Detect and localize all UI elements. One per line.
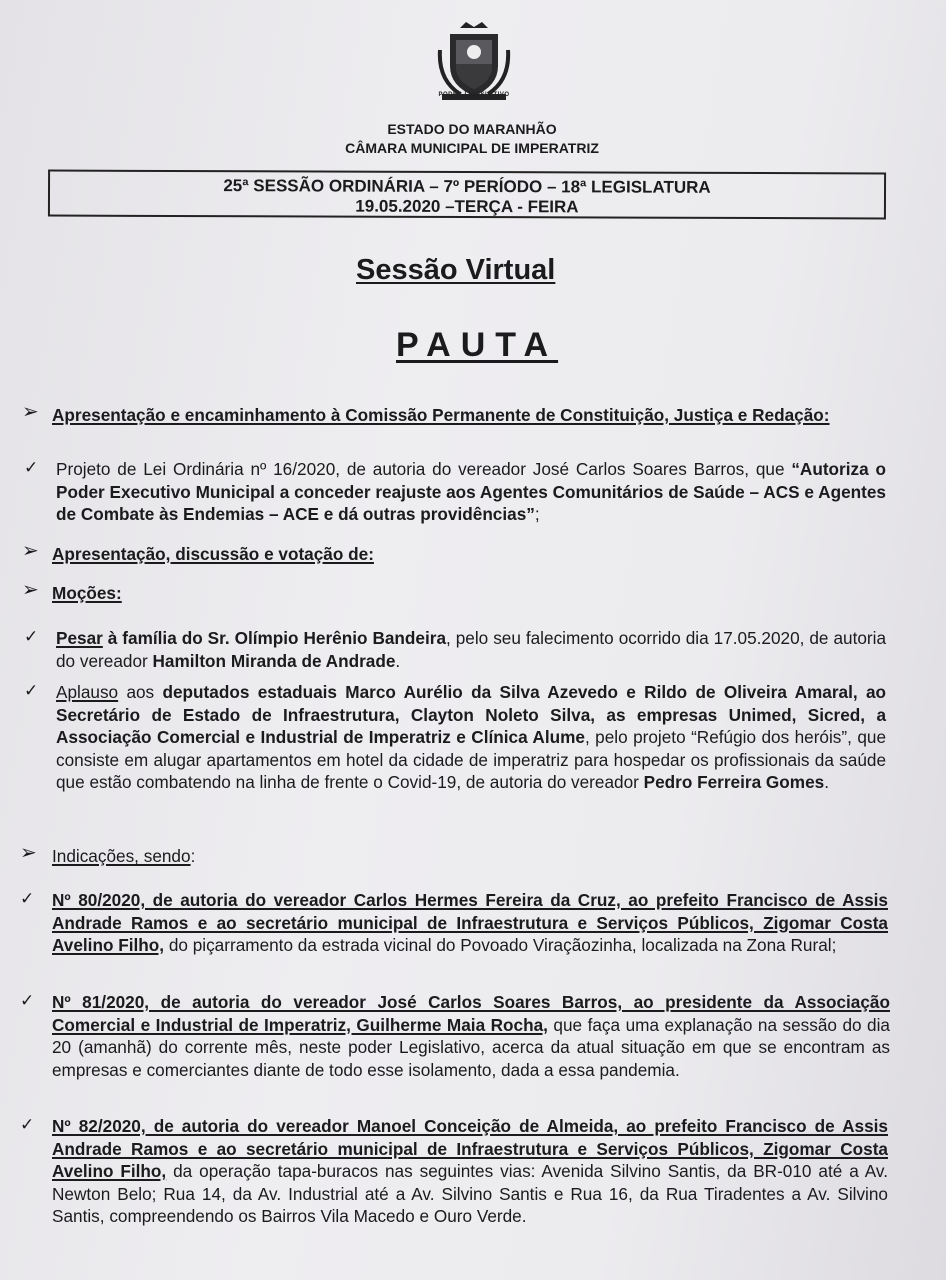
section-mocoes: Moções: <box>52 583 122 603</box>
item-indicacao-82 <box>52 1115 888 1228</box>
item-mocao-aplauso <box>56 681 886 794</box>
arrow-bullet-icon: ➢ <box>22 579 39 601</box>
aplauso-targets: deputados estaduais Marco Aurélio da Silva Azevedo e Rildo de Oliveira Amaral, ao Secretário de Estado de Infraestrutura, Clayton Noleto Silva, as empresas Unimed, Sicred, a Associação Comercial e Industrial de Imperatriz e Clínica Alume <box>56 682 886 747</box>
arrow-bullet-icon: ➢ <box>22 540 39 562</box>
item-indicacao-81 <box>52 991 890 1081</box>
item-indicacao-80 <box>52 889 888 957</box>
projeto-intro: Projeto de Lei Ordinária nº 16/2020, de autoria do vereador José Carlos Soares Barros, que <box>56 459 792 479</box>
agenda-title: PAUTA <box>396 326 559 364</box>
session-title: 25ª SESSÃO ORDINÁRIA – 7º PERÍODO – 18ª LEGISLATURA <box>223 176 711 197</box>
check-bullet-icon: ✓ <box>20 991 35 1010</box>
section-apresentacao-comissao: Apresentação e encaminhamento à Comissão Permanente de Constituição, Justiça e Redação: <box>52 405 830 425</box>
pesar-text: , pelo seu falecimento ocorrido dia 17.05.2020, de autoria do vereador <box>56 628 886 671</box>
aplauso-author: Pedro Ferreira Gomes <box>643 772 825 792</box>
indicacoes-colon: : <box>190 846 196 866</box>
aplauso-text: , pelo projeto “Refúgio dos heróis”, que consiste em alugar apartamentos em hotel da cidade de imperatriz para hospedar os profissionais da saúde que estão combatendo na linha de frente o Covid-19, de autoria do vereador <box>56 727 887 792</box>
arrow-bullet-icon: ➢ <box>20 842 37 864</box>
aplauso-end: . <box>824 772 829 792</box>
item-mocao-pesar <box>56 627 886 672</box>
ind80-text: do piçarramento da estrada vicinal do Povoado Viraçãozinha, localizada na Zona Rural; <box>164 935 837 955</box>
session-date: 19.05.2020 –TERÇA - FEIRA <box>355 196 579 217</box>
arrow-bullet-icon: ➢ <box>22 401 39 423</box>
chamber-name: CÂMARA MUNICIPAL DE IMPERATRIZ <box>345 140 599 156</box>
ind81-header: Nº 81/2020, de autoria do vereador José Carlos Soares Barros, ao presidente da Associação Comercial e Industrial de Imperatriz, Guilherme Maia Rocha, <box>52 992 890 1035</box>
pesar-target: à família do Sr. Olímpio Herênio Bandeira <box>102 628 447 648</box>
check-bullet-icon: ✓ <box>24 458 39 477</box>
projeto-end: ; <box>534 504 540 524</box>
check-bullet-icon: ✓ <box>20 1115 35 1134</box>
aplauso-label: Aplauso <box>56 682 119 702</box>
check-bullet-icon: ✓ <box>24 681 39 700</box>
ind82-header: Nº 82/2020, de autoria do vereador Manoel Conceição de Almeida, ao prefeito Francisco de Assis Andrade Ramos e ao secretário municipal de Infraestrutura e Serviços Públicos, Zigomar Costa Avelino Filho, <box>52 1116 888 1181</box>
session-info-box <box>48 170 886 220</box>
item-projeto-lei <box>56 458 886 526</box>
session-type-title: Sessão Virtual <box>356 254 556 286</box>
ind80-header: Nº 80/2020, de autoria do vereador Carlos Hermes Fereira da Cruz, ao prefeito Francisco de Assis Andrade Ramos e ao secretário municipal de Infraestrutura e Serviços Públicos, Zigomar Costa Avelino Filho, <box>52 890 888 955</box>
aplauso-t0: aos <box>118 682 163 702</box>
state-name: ESTADO DO MARANHÃO <box>387 121 557 137</box>
check-bullet-icon: ✓ <box>24 627 39 646</box>
indicacoes-label: Indicações, sendo <box>52 846 191 866</box>
projeto-ementa: “Autoriza o Poder Executivo Municipal a conceder reajuste aos Agentes Comunitários de Saúde – ACS e Agentes de Combate às Endemias – ACE e dá outras providências” <box>56 459 886 524</box>
ind82-text: da operação tapa-buracos nas seguintes vias: Avenida Silvino Santis, da BR-010 até a Av. Newton Belo; Rua 14, da Av. Industrial até a Av. Silvino Santis e Rua 16, da Rua Tiradentes a Av. Silvino Santis, compreendendo os Bairros Vila Macedo e Ouro Verde. <box>52 1161 888 1226</box>
check-bullet-icon: ✓ <box>20 889 35 908</box>
pesar-label: Pesar <box>56 628 103 648</box>
ind81-text: que faça uma explanação na sessão do dia 20 (amanhã) do corrente mês, neste poder Legislativo, acerca da atual situação em que se encontram as empresas e comerciantes diante de todo esse isolamento, dada a essa pandemia. <box>52 1014 890 1080</box>
crest-caption: PODER LEGISLATIVO <box>438 92 510 98</box>
pesar-end: . <box>395 650 401 671</box>
section-apresentacao-votacao: Apresentação, discussão e votação de: <box>52 544 374 564</box>
pesar-author: Hamilton Miranda de Andrade <box>152 650 396 671</box>
section-indicacoes <box>52 845 195 868</box>
